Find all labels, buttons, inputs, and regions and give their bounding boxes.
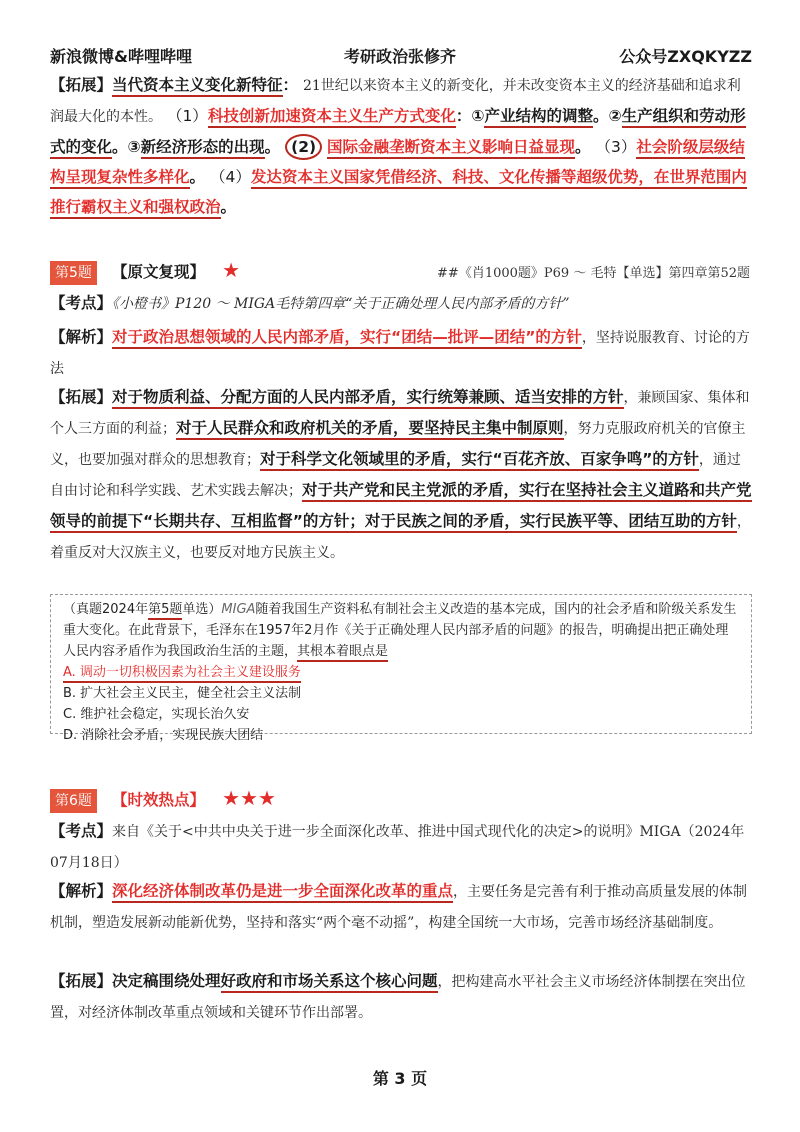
point-1c-num: ③ [127,138,141,156]
point-4-text: 发达资本主义国家凭借经济、科技、文化传播等超级优势，在世界范围内推行霸权主义和强权政治 [50,168,747,219]
point-3-text: 社会阶级层级结构呈现复杂性多样化 [50,138,745,189]
point-1b-text: 生产组织和劳动形式的变化 [50,107,746,159]
q5-stars: ★ [222,258,241,282]
point-1a-end: 。 [592,107,609,125]
expand-colon: ： [282,76,299,94]
q5-kaodian-text: 《小橙书》P120 ～ MIGA毛特第四章“关于正确处理人民内部矛盾的方针” [112,296,570,312]
point-3-end: 。 [189,168,206,186]
point-1-text: 科技创新加速资本主义生产方式变化 [208,107,456,128]
point-1c-end: 。 [264,138,281,156]
point-1c-text: 新经济形态的出现 [141,138,265,159]
q6-stars: ★★★ [222,786,276,810]
q5-t5-bold: 对于民族之间的矛盾，实行民族平等、团结互助的方针 [365,512,737,533]
point-1b-num: ② [608,107,622,125]
q6-jiexi-rest: ，主要任务是完善有利于推动高质量发展的体制机制，塑造发展新动能新优势，坚持和落实“两个毫不动摇”，构建全国统一大市场，完善市场经济基础制度。 [50,884,748,931]
question-suffix: 单选） [182,602,222,617]
question-stem [63,599,739,662]
q5-tuozhan-label: 【拓展】 [50,388,113,406]
q6-kaodian [50,816,752,878]
q5-t1-rest: ，兼顾国家、集体和个人三方面的利益； [50,390,750,437]
q6-tag: 第6题 [50,789,97,813]
point-3-num: （3） [595,138,637,156]
point-1a-num: ① [471,107,485,125]
q5-t2-rest: ，努力克服政府机关的官僚主义，也要加强对群众的思想教育； [50,421,746,468]
q5-t3-bold: 对于科学文化领域里的矛盾，实行“百花齐放、百家争鸣”的方针 [260,450,699,471]
q5-jiexi-rest: ，坚持说服教育、讨论的方法 [50,330,750,377]
q5-t3-rest: ，通过自由讨论和科学实践、艺术实践去解决； [50,452,741,499]
q5-t1-bold: 对于物质利益、分配方面的人民内部矛盾，实行统筹兼顾、适当安排的方针 [112,388,624,409]
q5-type: 【原文复现】 [112,263,206,281]
q6-tuozhan [50,966,752,1028]
exam-question-box [50,594,752,743]
option-a-label: A. 调动一切积极因素为社会主义建设服务 [63,665,301,683]
point-2-text: 国际金融垄断资本主义影响日益显现 [327,138,575,159]
expand-intro: 21世纪以来资本主义的新变化，并未改变资本主义的经济基础和追求利润最大化的本性。 [50,78,741,125]
point-1-colon: ： [455,107,472,125]
point-2-num-circled: (2) [285,134,322,160]
q5-jiexi [50,322,752,384]
point-4-end: 。 [220,198,237,216]
option-c[interactable]: C. 维护社会稳定，实现长治久安 [63,707,250,722]
q5-source: ##《肖1000题》P69 ～ 毛特【单选】第四章第52题 [437,266,750,281]
q6-jiexi-label: 【解析】 [50,882,113,900]
question-prefix: （真题2024年 [63,602,149,617]
expand-title: 当代资本主义变化新特征 [112,76,283,97]
q6-tuozhan-label: 【拓展】 [50,972,113,990]
q5-kaodian [50,288,752,319]
q6-type: 【时效热点】 [112,791,206,809]
question-stem-underlined: 其根本着眼点是 [297,644,388,662]
q5-tuozhan [50,382,752,568]
q6-header [50,786,276,813]
page-number: 第 3 页 [372,1069,428,1088]
q5-t5-rest: ，着重反对大汉族主义，也要反对地方民族主义。 [50,514,751,561]
question-stem-text: 随着我国生产资料私有制社会主义改造的基本完成，国内的社会矛盾和阶级关系发生重大变化。在此背景下，毛泽东在1957年2月作《关于正确处理人民内部矛盾的问题》的报告，明确提出把正确处理人民内容矛盾作为我国政治生活的主题， [63,602,737,659]
point-1-num: （1） [166,107,208,125]
q5-kaodian-label: 【考点】 [50,294,113,312]
q5-header [50,258,240,285]
q6-t-bold-2: 好政府和市场关系这个核心问题 [221,972,438,993]
q5-t4-bold: 对于共产党和民主党派的矛盾，实行在坚持社会主义道路和共产党领导的前提下“长期共存、互相监督”的方针； [50,481,752,533]
q6-t-rest: ，把构建高水平社会主义市场经济体制摆在突出位置，对经济体制改革重点领域和关键环节作出部署。 [50,974,746,1021]
header-author: 考研政治张修齐 [343,47,456,66]
point-1b-end: 。 [112,138,128,156]
q6-jiexi [50,876,752,938]
q6-t-bold-1: 决定稿围绕处理 [112,972,221,990]
option-b[interactable]: B. 扩大社会主义民主，健全社会主义法制 [63,686,302,701]
point-1a-text: 产业结构的调整 [484,107,593,128]
expand-capitalism-features [50,70,752,222]
point-4-num: （4） [209,168,251,186]
expand-label: 【拓展】 [50,76,113,94]
option-a[interactable] [63,662,739,683]
q6-kaodian-label: 【考点】 [50,822,113,840]
q6-jiexi-highlight: 深化经济体制改革仍是进一步全面深化改革的重点 [112,882,453,903]
question-miga: MIGA [221,602,256,617]
option-d[interactable]: D. 消除社会矛盾，实现民族大团结 [63,728,264,743]
q5-jiexi-highlight: 对于政治思想领域的人民内部矛盾，实行“团结—批评—团结”的方针 [112,328,582,349]
q5-tag: 第5题 [50,261,97,285]
q5-jiexi-label: 【解析】 [50,328,113,346]
question-number: 第5题 [148,602,182,620]
q5-t2-bold: 对于人民群众和政府机关的矛盾，要坚持民主集中制原则 [176,419,564,440]
header-weibo-bilibili: 新浪微博&哔哩哔哩 [50,47,192,66]
point-2-end: 。 [575,138,591,156]
q6-kaodian-text: 来自《关于<中共中央关于进一步全面深化改革、推进中国式现代化的决定>的说明》MIGA（2024年07月18日） [50,824,745,871]
header-wechat-account: 公众号ZXQKYZZ [619,47,752,66]
